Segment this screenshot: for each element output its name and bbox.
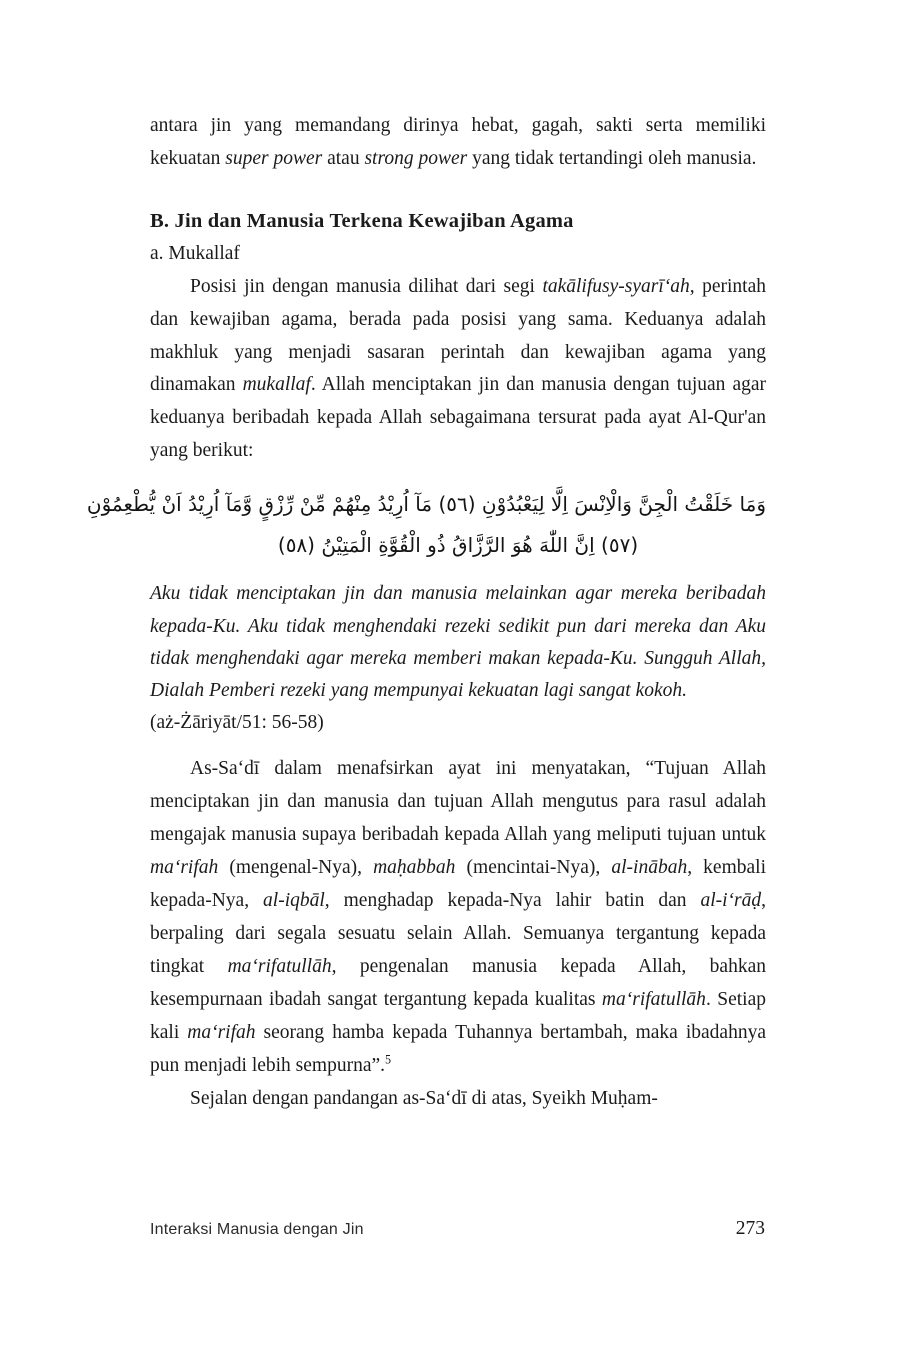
paragraph-next: Sejalan dengan pandangan as-Sa‘dī di atas, Syeikh Muḥam-	[190, 1087, 658, 1109]
paragraph-posisi: Posisi jin dengan manusia dilihat dari segi takālifusy-syarī‘ah, perintah dan kewajiban agama, berada pada posisi yang sama. Keduanya adalah makhluk yang menjadi sasaran perintah dan kewajiban agama yang dinamakan mukallaf. Allah menciptakan jin dan manusia dengan tujuan agar keduanya beribadah kepada Allah sebagaimana tersurat pada ayat Al-Qur'an yang berikut:	[150, 275, 766, 462]
page-number: 273	[735, 1218, 765, 1239]
quran-verse-line-2: (٥٧) اِنَّ اللّٰهَ هُوَ الرَّزَّاقُ ذُو الْقُوَّةِ الْمَتِيْنُ (٥٨)	[277, 533, 639, 558]
verse-reference: (aż-Żāriyāt/51: 56-58)	[150, 712, 324, 734]
section-heading: B. Jin dan Manusia Terkena Kewajiban Agama	[150, 209, 574, 232]
subsection-heading: a. Mukallaf	[150, 242, 240, 264]
quran-verse-arabic	[86, 484, 766, 566]
running-title: Interaksi Manusia dengan Jin	[150, 1221, 364, 1238]
verse-translation: Aku tidak menciptakan jin dan manusia melainkan agar mereka beribadah kepada-Ku. Aku tidak menghendaki rezeki sedikit pun dari mereka dan Aku tidak menghendaki agar mereka memberi makan kepada-Ku. Sungguh Allah, Dialah Pemberi rezeki yang mempunyai kekuatan lagi sangat kokoh.	[150, 583, 766, 701]
page-footer	[150, 1218, 765, 1240]
page-content	[86, 110, 766, 1116]
quran-verse-line-1: وَمَا خَلَقْتُ الْجِنَّ وَالْاِنْسَ اِلَّا لِيَعْبُدُوْنِ (٥٦) مَآ اُرِيْدُ مِنْهُمْ مِّنْ رِّزْقٍ وَّمَآ اُرِيْدُ اَنْ يُّطْعِمُوْنِ	[86, 492, 766, 517]
paragraph-tafsir: As-Sa‘dī dalam menafsirkan ayat ini menyatakan, “Tujuan Allah menciptakan jin dan manusia dan tujuan Allah mengutus para rasul adalah mengajak manusia supaya beribadah kepada Allah yang meliputi tujuan untuk ma‘rifah (mengenal-Nya), maḥabbah (mencintai-Nya), al-inābah, kembali kepada-Nya, al-iqbāl, menghadap kepada-Nya lahir batin dan al-i‘rāḍ, berpaling dari segala sesuatu selain Allah. Semuanya tergantung kepada tingkat ma‘rifatullāh, pengenalan manusia kepada Allah, bahkan kesempurnaan ibadah sangat tergantung kepada kualitas ma‘rifatullāh. Setiap kali ma‘rifah seorang hamba kepada Tuhannya bertambah, maka ibadahnya pun menjadi lebih sempurna”.$^5$	[150, 758, 766, 1076]
paragraph-intro: antara jin yang memandang dirinya hebat, gagah, sakti serta memiliki kekuatan super power atau strong power yang tidak tertandingi oleh manusia.	[150, 115, 766, 169]
